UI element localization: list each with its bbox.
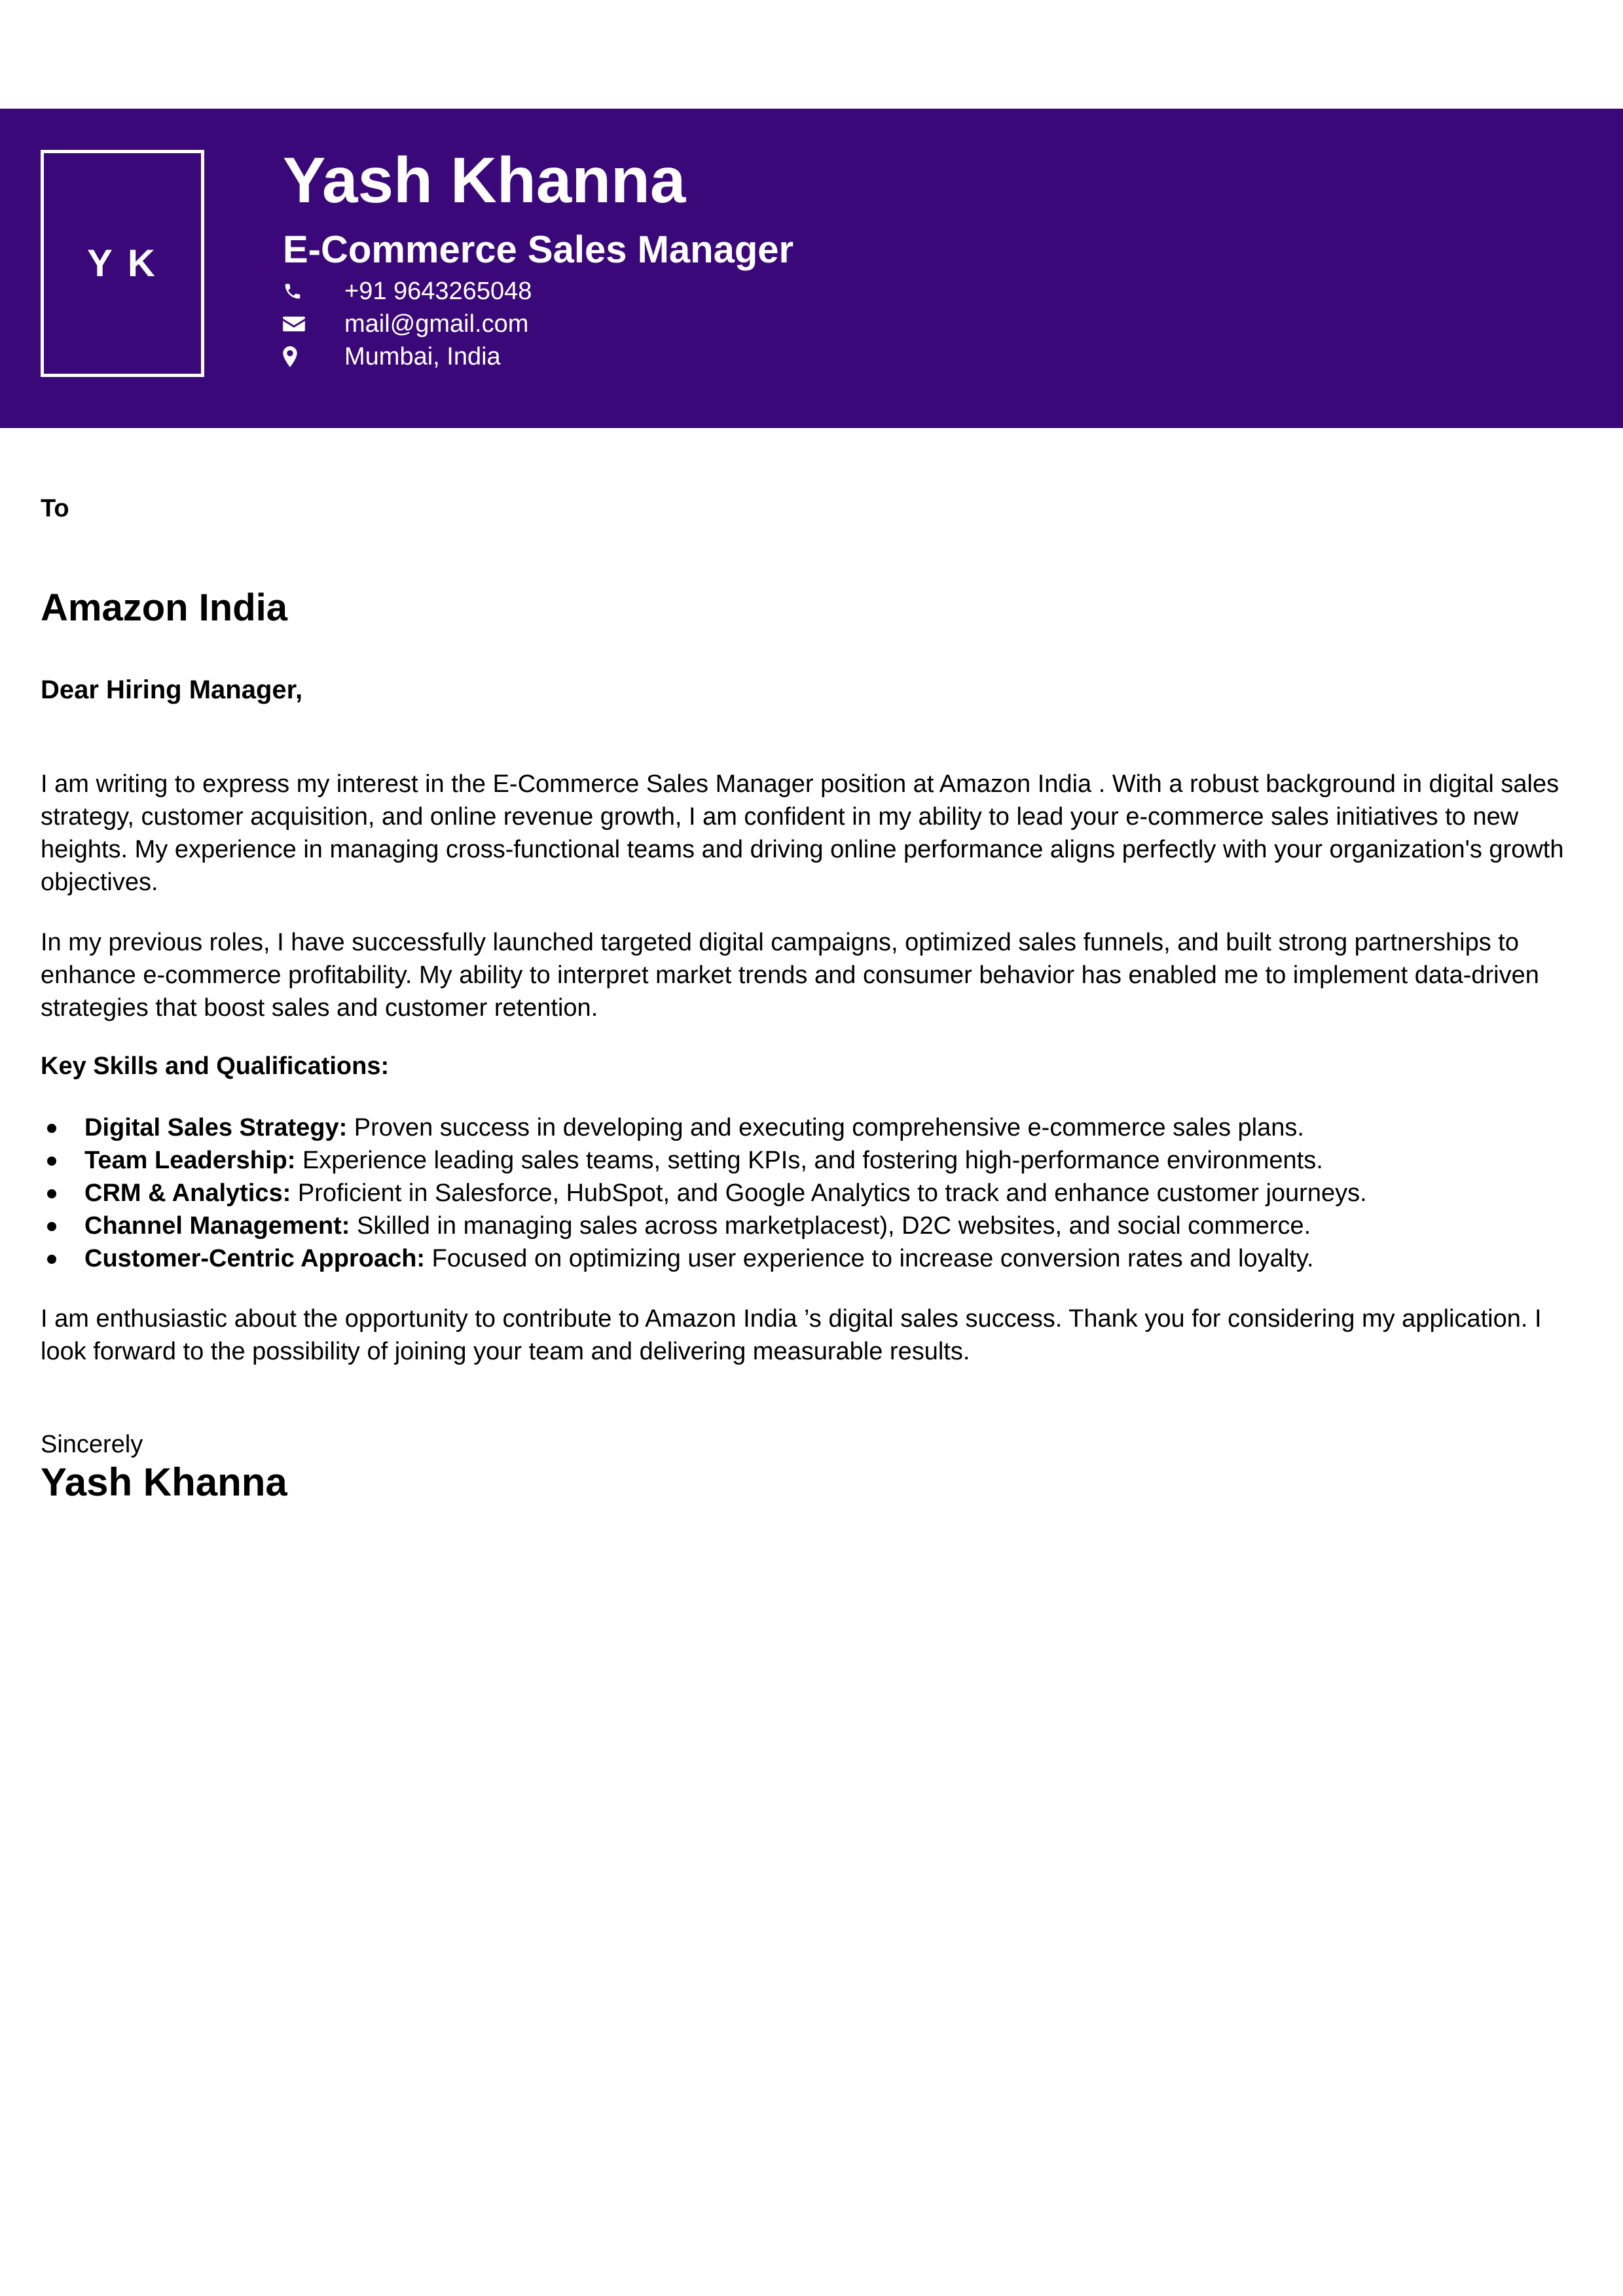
skills-list xyxy=(41,1111,1367,1275)
skill-label: Team Leadership: xyxy=(84,1147,296,1174)
body-paragraph-1: I am writing to express my interest in the E-Commerce Sales Manager position at Amazon India . With a robust background in digital sales strategy, customer acquisition, and online revenue growth, I am confident in my ability to lead your e-commerce sales initiatives to new heights. My experience in managing cross-functional teams and driving online performance aligns perfectly with your organization's growth objectives. xyxy=(41,770,1564,896)
monogram-initials: Y K xyxy=(87,242,158,285)
signature-name: Yash Khanna xyxy=(41,1460,287,1504)
bullet-icon xyxy=(47,1222,56,1231)
recipient-company: Amazon India xyxy=(41,586,288,629)
bullet-icon xyxy=(47,1157,56,1166)
recipient-to-label: To xyxy=(41,495,69,522)
phone-icon xyxy=(283,281,344,301)
bullet-icon xyxy=(47,1189,56,1198)
skill-label: Channel Management: xyxy=(84,1212,350,1240)
closing-phrase: Sincerely xyxy=(41,1431,143,1458)
bullet-icon xyxy=(47,1255,56,1264)
skill-description: Experience leading sales teams, setting KPIs, and fostering high-performance environments. xyxy=(295,1147,1323,1174)
skill-label: Customer-Centric Approach: xyxy=(84,1245,426,1272)
contact-email xyxy=(283,308,872,340)
contact-phone xyxy=(283,275,872,308)
skill-label: CRM & Analytics: xyxy=(84,1179,291,1207)
skill-label: Digital Sales Strategy: xyxy=(84,1114,348,1141)
skill-item xyxy=(41,1242,1367,1275)
body-paragraph-2: In my previous roles, I have successfully launched targeted digital campaigns, optimized sales funnels, and built strong partnerships to enhance e-commerce profitability. My ability to interpret market trends and consumer behavior has enabled me to implement data-driven strategies that boost sales and customer retention. xyxy=(41,929,1539,1022)
applicant-name: Yash Khanna xyxy=(283,144,686,216)
bullet-icon xyxy=(47,1124,56,1133)
skill-item xyxy=(41,1111,1367,1144)
contact-phone-text: +91 9643265048 xyxy=(344,277,532,305)
contact-location-text: Mumbai, India xyxy=(344,342,501,370)
skill-description: Proficient in Salesforce, HubSpot, and Google Analytics to track and enhance customer journeys. xyxy=(291,1179,1367,1207)
map-marker-icon xyxy=(283,346,344,367)
skill-description: Skilled in managing sales across marketplacest), D2C websites, and social commerce. xyxy=(350,1212,1311,1240)
letter-header xyxy=(0,109,1623,428)
contact-email-text: mail@gmail.com xyxy=(344,310,529,338)
skill-item xyxy=(41,1177,1367,1210)
skill-item xyxy=(41,1144,1367,1177)
monogram-box xyxy=(41,150,204,377)
skill-description: Focused on optimizing user experience to increase conversion rates and loyalty. xyxy=(425,1245,1314,1272)
skills-heading: Key Skills and Qualifications: xyxy=(41,1052,390,1080)
envelope-icon xyxy=(283,315,344,333)
skill-item xyxy=(41,1210,1367,1242)
contact-location xyxy=(283,340,872,373)
body-paragraph-3: I am enthusiastic about the opportunity to contribute to Amazon India ’s digital sales success. Thank you for considering my application. I look forward to the possibility of joining your team and delivering measurable results. xyxy=(41,1305,1542,1365)
salutation: Dear Hiring Manager, xyxy=(41,675,303,704)
applicant-job-title: E-Commerce Sales Manager xyxy=(283,228,794,271)
skill-description: Proven success in developing and executing comprehensive e-commerce sales plans. xyxy=(347,1114,1304,1141)
